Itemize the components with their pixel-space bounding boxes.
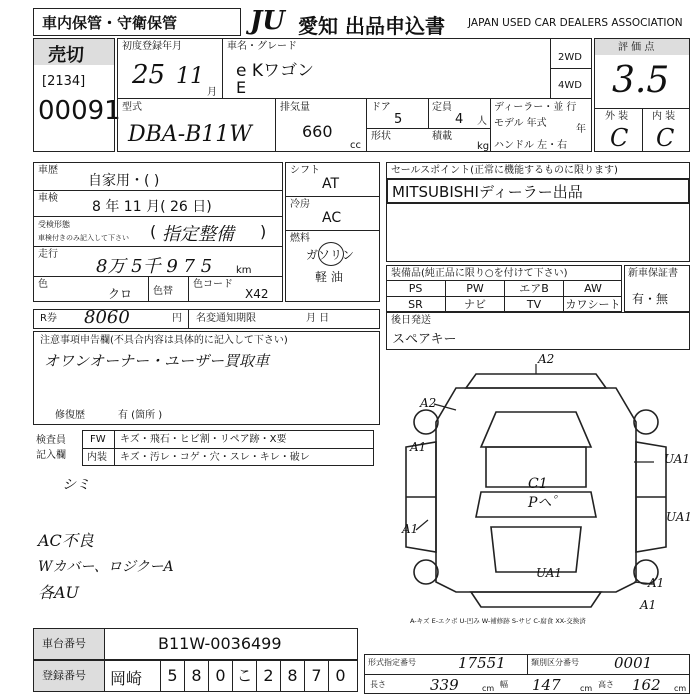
equipment-item: ナビ <box>445 296 504 312</box>
divider <box>33 190 283 191</box>
acceptance-label: 受検形態 <box>38 220 70 229</box>
selling-points-label: セールスポイント(正常に機能するものに限ります) <box>391 165 618 176</box>
color-value: クロ <box>108 287 133 301</box>
cooling-value: AC <box>322 210 342 226</box>
divider <box>117 98 592 99</box>
handle-label: ハンドル 左・右 <box>494 140 568 151</box>
history-label: 車歴 <box>38 165 58 176</box>
divider <box>275 98 276 152</box>
equipment-item: AW <box>563 280 622 296</box>
notes-value: オワンオーナー・ユーザー買取車 <box>44 352 270 370</box>
displacement-value: 660 <box>302 122 333 141</box>
divider <box>366 128 490 129</box>
damage-lines <box>416 364 654 584</box>
class-label: 類別区分番号 <box>531 658 579 667</box>
chassis-value: B11W-0036499 <box>158 634 282 653</box>
lot-code: [2134] <box>42 74 86 89</box>
width-label: 幅 <box>500 680 508 689</box>
inspector-note-4: 各AU <box>38 583 80 602</box>
new-car-value: 有・無 <box>632 292 669 306</box>
deadline-label: 名変通知期限 <box>196 313 256 324</box>
ju-logo: JU <box>250 6 285 36</box>
inspector-note-2: AC不良 <box>38 531 94 550</box>
divider <box>285 196 380 197</box>
notes-label: 注意事項申告欄(不具合内容は具体的に記入して下さい) <box>40 335 288 346</box>
plate-label: 登録番号 <box>42 669 86 682</box>
plate-digit: こ <box>232 660 256 692</box>
diagram-mark-left2: A1 <box>410 440 427 454</box>
equipment-item: PS <box>386 280 445 296</box>
inspector-row2-head: 内装 <box>87 452 107 463</box>
equipment-item: エアB <box>504 280 563 296</box>
color-change-label: 色替 <box>153 286 173 297</box>
equipment-label: 装備品(純正品に限り○を付けて下さい) <box>391 268 568 279</box>
score-overall: 3.5 <box>612 60 670 101</box>
score-label: 評 価 点 <box>618 42 655 53</box>
diagram-mark-right: UA1 <box>664 452 691 466</box>
capacity-label: 定員 <box>432 102 452 113</box>
inspector-label-1: 検査員 <box>36 435 66 446</box>
inspector-row1-head: FW <box>90 434 106 445</box>
capacity-unit: 人 <box>477 116 487 127</box>
model-year-label: モデル 年式 <box>494 118 547 129</box>
accessory-label: 後日発送 <box>391 315 431 326</box>
form-title: 愛知 出品申込書 <box>298 14 445 38</box>
length-value: 339 <box>430 676 459 694</box>
diagram-legend: A-キズ E-エクボ U-凹み W-補修跡 S-サビ C-腐食 XX-交換済 <box>410 617 586 625</box>
sold-badge-text: 売切 <box>48 45 84 66</box>
fuel-label: 燃料 <box>290 233 310 244</box>
displacement-unit: cc <box>350 140 361 151</box>
model-label: 型式 <box>122 102 142 113</box>
divider <box>104 660 105 692</box>
history-value: 自家用・( ) <box>88 173 160 189</box>
acceptance-note: 車検付きのみ記入して下さい <box>38 234 129 242</box>
inspector-row2: キズ・汚レ・コゲ・穴・スレ・キレ・破レ <box>120 452 310 463</box>
car-name: e Kワゴン <box>236 61 315 81</box>
inspector-label-2: 記入欄 <box>36 450 66 461</box>
fuel-gas: ガソリン <box>306 248 355 262</box>
recycle-unit: 円 <box>172 313 182 324</box>
equipment-item: PW <box>445 280 504 296</box>
exterior-label: 外 装 <box>605 111 629 122</box>
plate-digit: 8 <box>280 660 304 692</box>
width-value: 147 <box>532 676 561 694</box>
registration-year: 25 <box>132 60 166 90</box>
diagram-mark-left: A2 <box>420 396 437 410</box>
plate-digit: 0 <box>328 660 352 692</box>
new-car-label: 新車保証書 <box>628 268 678 279</box>
shape-label: 形状 <box>371 131 391 142</box>
width-unit: cm <box>580 684 593 693</box>
divider <box>33 216 283 217</box>
selling-points-value: MITSUBISHIディーラー出品 <box>392 183 583 201</box>
association-name: JAPAN USED CAR DEALERS ASSOCIATION <box>468 17 683 29</box>
equipment-item: カワシート <box>563 296 622 312</box>
diagram-center-2: Pヘ゜ <box>528 495 566 511</box>
inspector-row1: キズ・飛石・ヒビ割・リペア跡・X要 <box>120 434 287 445</box>
length-label: 長さ <box>370 680 386 689</box>
divider <box>527 654 528 674</box>
registration-month-unit: 月 <box>207 87 217 98</box>
doors-label: ドア <box>371 102 391 113</box>
accessory-value: スペアキー <box>392 332 457 347</box>
repair-label: 修復歴 <box>55 410 85 421</box>
capacity-value: 4 <box>455 112 464 127</box>
storage-label: 車内保管・守衛保管 <box>42 14 178 32</box>
sold-badge <box>34 39 114 65</box>
color-code-value: X42 <box>245 287 269 301</box>
plate-digit: 0 <box>208 660 232 692</box>
registration-label: 初度登録年月 <box>122 41 182 52</box>
divider <box>148 276 149 302</box>
divider <box>428 98 429 128</box>
diagram-mark-rightlow: A1 <box>648 576 665 590</box>
lot-number: 00091 <box>38 96 121 126</box>
doors-value: 5 <box>394 112 403 127</box>
divider <box>33 276 283 277</box>
mileage-label: 走行 <box>38 249 58 260</box>
divider <box>33 246 283 247</box>
recycle-label: R券 <box>40 313 57 324</box>
fuel-gas-circle <box>318 242 344 266</box>
diagram-center-1: C1 <box>528 476 548 492</box>
divider <box>104 628 105 660</box>
plate-digit: 5 <box>160 660 184 692</box>
divider <box>364 674 690 675</box>
height-label: 高さ <box>598 680 614 689</box>
diagram-mark-mid: UA1 <box>536 566 563 580</box>
equipment-item: TV <box>504 296 563 312</box>
chassis-label: 車台番号 <box>42 637 86 650</box>
height-value: 162 <box>632 676 661 694</box>
fuel-diesel: 軽 油 <box>315 270 343 284</box>
repair-value: 有 (箇所 ) <box>118 410 163 421</box>
inspection-value: 8 年 11 月( 26 日) <box>92 199 212 215</box>
acceptance-open: ( <box>150 222 157 241</box>
cert-value: 17551 <box>458 654 506 672</box>
weight-unit: kg <box>477 141 490 152</box>
selling-points-box <box>386 162 690 262</box>
model-year-unit: 年 <box>576 124 586 135</box>
height-unit: cm <box>674 684 687 693</box>
registration-month: 11 <box>176 64 204 89</box>
car-grade: E <box>236 78 247 97</box>
divider <box>490 98 491 152</box>
inspection-label: 車検 <box>38 193 58 204</box>
divider <box>550 68 592 69</box>
exterior-score: C <box>610 124 629 152</box>
divider <box>222 38 223 98</box>
cert-label: 形式指定番号 <box>368 658 416 667</box>
inspector-note-1: シミ <box>62 477 90 493</box>
divider <box>366 98 367 152</box>
shift-label: シフト <box>290 165 320 176</box>
dealer-label: ディーラー・並 行 <box>494 102 577 113</box>
color-code-label: 色コード <box>193 279 233 290</box>
diagram-mark-leftlow: A1 <box>402 522 419 536</box>
divider <box>82 448 374 449</box>
acceptance-close: ) <box>260 222 267 241</box>
model-value: DBA-B11W <box>128 122 252 147</box>
displacement-label: 排気量 <box>280 102 310 113</box>
divider <box>642 108 643 152</box>
equipment-item: SR <box>386 296 445 312</box>
weight-label: 積載 <box>432 131 452 142</box>
deadline-unit: 月 日 <box>306 313 330 324</box>
plate-digit: 8 <box>184 660 208 692</box>
plate-digit: 7 <box>304 660 328 692</box>
shift-value: AT <box>322 176 340 192</box>
class-value: 0001 <box>614 654 653 672</box>
inspector-note-3: Wカバー、ロジクーA <box>38 559 174 575</box>
cooling-label: 冷房 <box>290 199 310 210</box>
interior-label: 内 装 <box>652 111 676 122</box>
acceptance-value: 指定整備 <box>162 224 234 245</box>
divider <box>114 430 115 466</box>
diagram-mark-rightlow2: A1 <box>640 598 657 612</box>
divider <box>285 230 380 231</box>
length-unit: cm <box>482 684 495 693</box>
mileage-value: 8万 5千 9 7 5 <box>96 256 213 277</box>
plate-digit: 2 <box>256 660 280 692</box>
interior-score: C <box>656 124 675 152</box>
mileage-unit: km <box>236 265 252 276</box>
color-label: 色 <box>38 279 48 290</box>
divider <box>188 276 189 302</box>
drive-2wd: 2WD <box>558 52 582 63</box>
divider <box>188 309 189 329</box>
diagram-mark-top: A2 <box>538 352 555 366</box>
diagram-mark-right2: UA1 <box>666 510 693 524</box>
car-name-label: 車名・グレード <box>227 41 297 52</box>
recycle-value: 8060 <box>84 307 130 328</box>
drive-4wd: 4WD <box>558 80 582 91</box>
plate-area: 岡崎 <box>110 669 143 688</box>
